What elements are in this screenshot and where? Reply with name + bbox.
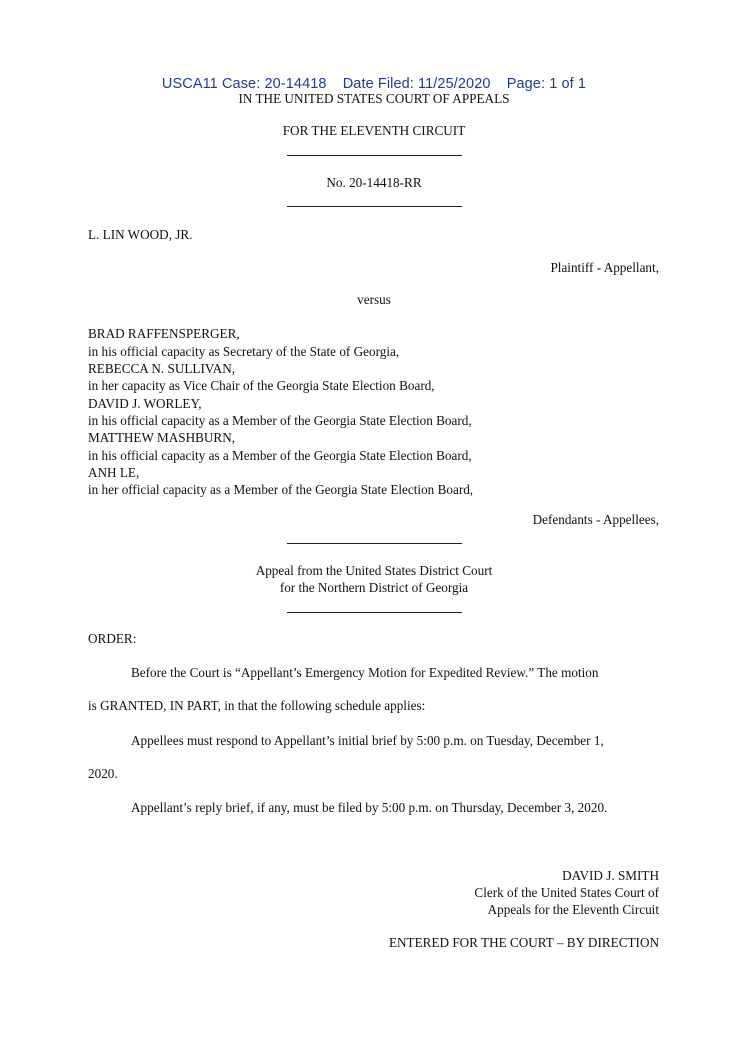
order-heading: ORDER: [88, 631, 137, 646]
order-paragraph-2-line-2: 2020. [88, 766, 118, 781]
order-paragraph-1-line-2: is GRANTED, IN PART, in that the following schedule applies: [88, 698, 426, 713]
defendant-line: DAVID J. WORLEY, [88, 396, 202, 411]
defendant-line: ANH LE, [88, 465, 140, 480]
defendant-line: in his official capacity as a Member of the Georgia State Election Board, [88, 448, 472, 463]
defendant-line: BRAD RAFFENSPERGER, [88, 326, 240, 341]
order-paragraph-3-line-1: Appellant’s reply brief, if any, must be filed by 5:00 p.m. on Thursday, December 3, 2020. [131, 800, 608, 815]
divider-rule [287, 206, 462, 207]
case-stamp: USCA11 Case: 20-14418 [161, 76, 327, 92]
court-name: IN THE UNITED STATES COURT OF APPEALS [238, 91, 510, 106]
versus-text: versus [357, 292, 391, 307]
defendant-line: MATTHEW MASHBURN, [88, 430, 236, 445]
defendant-line: REBECCA N. SULLIVAN, [88, 361, 236, 376]
circuit-name: FOR THE ELEVENTH CIRCUIT [282, 123, 466, 138]
appeal-line-2: for the Northern District of Georgia [279, 580, 469, 595]
defendant-line: in her capacity as Vice Chair of the Georgia State Election Board, [88, 378, 435, 393]
divider-rule [287, 612, 462, 613]
divider-rule [287, 543, 462, 544]
appeal-line-1: Appeal from the United States District Court [255, 563, 493, 578]
filing-stamp-header [0, 76, 748, 92]
clerk-title-2: Appeals for the Eleventh Circuit [487, 902, 659, 917]
page-stamp: Page: 1 of 1 [506, 76, 587, 92]
order-paragraph-2-line-1: Appellees must respond to Appellant’s initial brief by 5:00 p.m. on Tuesday, December 1, [131, 733, 604, 748]
defendant-line: in his official capacity as Secretary of the State of Georgia, [88, 344, 400, 359]
entered-by-direction: ENTERED FOR THE COURT – BY DIRECTION [388, 935, 659, 950]
date-filed-stamp: Date Filed: 11/25/2020 [342, 76, 491, 92]
case-number: No. 20-14418-RR [326, 175, 422, 190]
clerk-name: DAVID J. SMITH [562, 868, 659, 883]
plaintiff-name: L. LIN WOOD, JR. [88, 227, 193, 242]
defendants-role: Defendants - Appellees, [532, 512, 659, 527]
order-paragraph-1-line-1: Before the Court is “Appellant’s Emergency Motion for Expedited Review.” The motion [131, 665, 599, 680]
defendant-line: in his official capacity as a Member of the Georgia State Election Board, [88, 413, 472, 428]
divider-rule [287, 155, 462, 156]
clerk-title-1: Clerk of the United States Court of [474, 885, 659, 900]
plaintiff-role: Plaintiff - Appellant, [550, 260, 659, 275]
defendant-line: in her official capacity as a Member of the Georgia State Election Board, [88, 482, 474, 497]
